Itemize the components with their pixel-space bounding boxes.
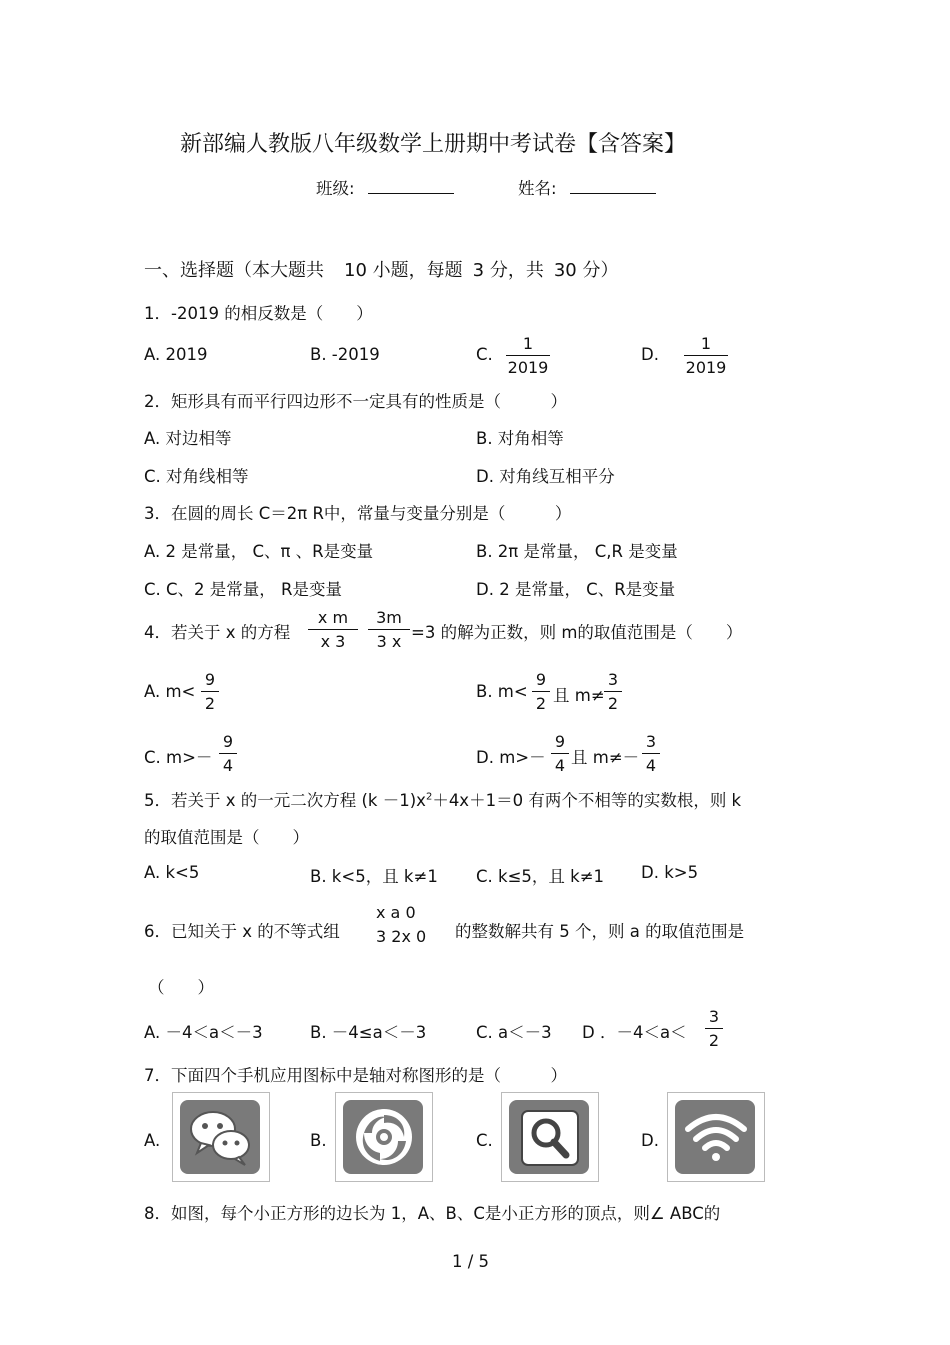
q4-fraction-1	[308, 610, 358, 650]
q6-stem-a: 6．已知关于 x 的不等式组	[144, 922, 340, 941]
fraction-denominator: 4	[645, 756, 657, 775]
page-title: 新部编人教版八年级数学上册期中考试卷【含答案】	[180, 132, 687, 157]
q5-stem	[144, 787, 741, 811]
q6-d-fraction	[705, 1009, 723, 1049]
q1-option-a: A. 2019	[144, 345, 208, 364]
q4-b-fraction-2	[604, 672, 622, 712]
fraction-denominator: 2019	[685, 358, 727, 377]
page-number: 1 / 5	[452, 1252, 490, 1271]
q2-option-c: C. 对角线相等	[144, 467, 249, 486]
fraction-numerator: x m	[308, 610, 358, 630]
fraction-numerator: 3	[642, 734, 660, 754]
q6-option-d: D ．－4＜a＜	[582, 1023, 687, 1042]
q4-b-mid: 且 m≠	[553, 686, 605, 705]
q4-stem-a: 4．若关于 x 的方程	[144, 623, 291, 642]
q4-b-fraction	[532, 672, 550, 712]
section-heading-part: 30 分）	[553, 260, 619, 281]
q1-option-c: C.	[476, 345, 493, 364]
fraction-denominator: 2	[535, 694, 547, 713]
fraction-numerator: 9	[201, 672, 219, 692]
q4-option-a: A. m<	[144, 682, 196, 701]
fraction-numerator: 3	[705, 1009, 723, 1029]
q4-option-d: D. m>－	[476, 748, 546, 767]
q6-option-a: A. －4＜a＜－3	[144, 1023, 263, 1042]
fraction-denominator: x 3	[320, 632, 346, 651]
section-heading-part: 10 小题，每题	[344, 260, 463, 281]
wechat-icon	[172, 1092, 270, 1182]
fraction-numerator: 3	[604, 672, 622, 692]
q4-fraction-2	[368, 610, 410, 650]
q7-option-d: D.	[641, 1131, 659, 1150]
q6-stem-b: 的整数解共有 5 个，则 a 的取值范围是	[455, 922, 745, 941]
swirl-icon	[335, 1092, 433, 1182]
q1-d-fraction	[684, 336, 728, 376]
class-blank	[368, 179, 454, 194]
q6-paren: （ ）	[148, 978, 214, 997]
q8-stem: 8．如图，每个小正方形的边长为 1，A、B、C是小正方形的顶点，则∠ ABC的	[144, 1204, 721, 1223]
q5-exponent: 2	[425, 791, 433, 803]
q7-stem: 7．下面四个手机应用图标中是轴对称图形的是（ ）	[144, 1066, 567, 1085]
fraction-numerator: 9	[551, 734, 569, 754]
q5-stem-a: 5．若关于 x 的一元二次方程 (k －1)x	[144, 791, 426, 810]
wifi-icon	[667, 1092, 765, 1182]
q3-option-c: C. C、2 是常量， R是变量	[144, 580, 342, 599]
system-line-2: 3 2x 0	[376, 927, 427, 946]
system-line-1: x a 0	[376, 903, 416, 922]
class-field	[316, 175, 454, 199]
q6-option-c: C. a＜－3	[476, 1023, 552, 1042]
fraction-denominator: 4	[222, 756, 234, 775]
fraction-denominator: 2019	[507, 358, 549, 377]
fraction-denominator: 4	[554, 756, 566, 775]
class-label: 班级:	[316, 179, 355, 198]
q6-inequality-system	[376, 905, 426, 945]
fraction-denominator: 2	[708, 1031, 720, 1050]
q7-option-a: A.	[144, 1131, 161, 1150]
q3-option-d: D. 2 是常量， C、R是变量	[476, 580, 676, 599]
q2-stem: 2．矩形具有而平行四边形不一定具有的性质是（ ）	[144, 392, 567, 411]
name-field	[518, 175, 656, 199]
q2-option-a: A. 对边相等	[144, 429, 232, 448]
fraction-numerator: 1	[506, 336, 550, 356]
q2-option-d: D. 对角线互相平分	[476, 467, 615, 486]
q7-option-b: B.	[310, 1131, 327, 1150]
q4-a-fraction	[201, 672, 219, 712]
q1-stem: 1．-2019 的相反数是（ ）	[144, 304, 373, 323]
section-heading	[144, 256, 618, 282]
q1-option-b: B. -2019	[310, 345, 380, 364]
q4-d-fraction-2	[642, 734, 660, 774]
name-label: 姓名:	[518, 179, 557, 198]
q3-stem: 3．在圆的周长 C＝2π R中，常量与变量分别是（ ）	[144, 504, 572, 523]
q2-option-b: B. 对角相等	[476, 429, 564, 448]
q4-c-fraction	[219, 734, 237, 774]
fraction-numerator: 1	[684, 336, 728, 356]
q3-option-b: B. 2π 是常量， C,R 是变量	[476, 542, 678, 561]
search-icon	[501, 1092, 599, 1182]
fraction-numerator: 9	[532, 672, 550, 692]
q4-option-b: B. m<	[476, 682, 528, 701]
q4-option-c: C. m>－	[144, 748, 213, 767]
q5-option-a: A. k<5	[144, 863, 200, 882]
q5-stem-b: ＋4x＋1＝0 有两个不相等的实数根，则 k	[432, 791, 742, 810]
fraction-denominator: 2	[204, 694, 216, 713]
q4-d-mid: 且 m≠－	[571, 748, 640, 767]
section-heading-part: 3 分，共	[472, 260, 544, 281]
fraction-denominator: 3 x	[376, 632, 402, 651]
q5-stem-c: 的取值范围是（ ）	[144, 828, 309, 847]
name-blank	[570, 179, 656, 194]
q1-option-d: D.	[641, 345, 659, 364]
q5-option-c: C. k≤5，且 k≠1	[476, 867, 605, 886]
fraction-denominator: 2	[607, 694, 619, 713]
fraction-numerator: 9	[219, 734, 237, 754]
section-heading-part: 一、选择题（本大题共	[144, 260, 324, 281]
q5-option-d: D. k>5	[641, 863, 699, 882]
q3-option-a: A. 2 是常量， C、π 、R是变量	[144, 542, 374, 561]
q4-stem-b: =3 的解为正数，则 m的取值范围是（ ）	[411, 623, 743, 642]
q1-c-fraction	[506, 336, 550, 376]
q5-option-b: B. k<5，且 k≠1	[310, 867, 438, 886]
q4-d-fraction	[551, 734, 569, 774]
q6-option-b: B. －4≤a＜－3	[310, 1023, 427, 1042]
q7-option-c: C.	[476, 1131, 493, 1150]
fraction-numerator: 3m	[368, 610, 410, 630]
